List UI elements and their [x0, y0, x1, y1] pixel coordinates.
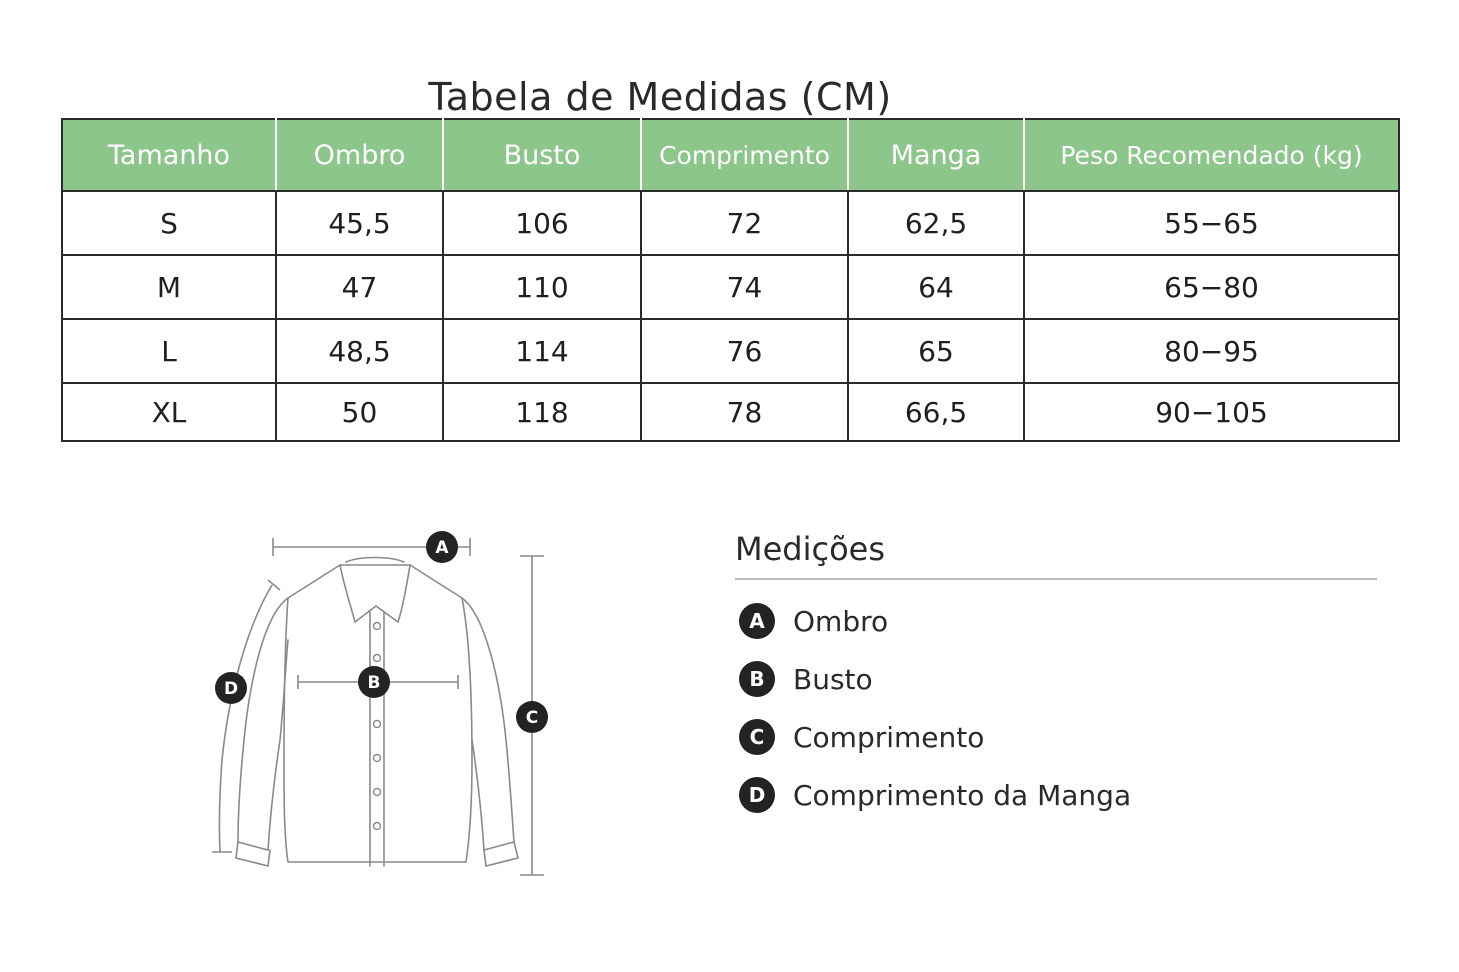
legend-label: Busto: [793, 662, 873, 696]
table-cell: 78: [641, 383, 848, 441]
column-header-weight: Peso Recomendado (kg): [1024, 119, 1399, 191]
measurement-badge-c: [516, 701, 548, 733]
table-cell: 62,5: [848, 191, 1024, 255]
badge-d: D: [739, 777, 775, 813]
svg-text:D: D: [223, 679, 239, 699]
table-cell: M: [62, 255, 276, 319]
table-cell: 114: [443, 319, 641, 383]
table-cell: 66,5: [848, 383, 1024, 441]
table-cell: 47: [276, 255, 443, 319]
legend-item-shoulder: [735, 602, 1377, 640]
table-cell: XL: [62, 383, 276, 441]
table-cell: 74: [641, 255, 848, 319]
shirt-measurement-diagram: [190, 520, 570, 900]
table-cell: 118: [443, 383, 641, 441]
legend-item-bust: [735, 660, 1377, 698]
svg-text:C: C: [525, 708, 539, 728]
measurement-badge-d: [215, 672, 247, 704]
table-cell: 65−80: [1024, 255, 1399, 319]
table-row: [62, 383, 1399, 441]
legend-title: Medições: [735, 530, 1377, 580]
column-header-size: Tamanho: [62, 119, 276, 191]
svg-text:A: A: [435, 538, 449, 558]
legend-item-length: [735, 718, 1377, 756]
legend-label: Comprimento: [793, 720, 985, 754]
table-cell: L: [62, 319, 276, 383]
table-row: [62, 191, 1399, 255]
measurement-badge-b: [358, 666, 390, 698]
table-row: [62, 255, 1399, 319]
badge-c: C: [739, 719, 775, 755]
column-header-sleeve: Manga: [848, 119, 1024, 191]
legend-label: Ombro: [793, 604, 889, 638]
measurement-legend: [735, 530, 1377, 834]
shirt-buttons: [374, 623, 381, 830]
column-header-length: Comprimento: [641, 119, 848, 191]
table-cell: 55−65: [1024, 191, 1399, 255]
table-cell: 76: [641, 319, 848, 383]
table-header-row: [62, 119, 1399, 191]
table-cell: S: [62, 191, 276, 255]
svg-text:B: B: [367, 673, 381, 693]
table-cell: 80−95: [1024, 319, 1399, 383]
badge-a: A: [739, 603, 775, 639]
column-header-shoulder: Ombro: [276, 119, 443, 191]
table-cell: 72: [641, 191, 848, 255]
size-table: [61, 118, 1400, 442]
table-row: [62, 319, 1399, 383]
legend-list: [735, 602, 1377, 814]
badge-b: B: [739, 661, 775, 697]
table-cell: 64: [848, 255, 1024, 319]
shirt-outline: [236, 558, 518, 867]
legend-item-sleeve-length: [735, 776, 1377, 814]
table-cell: 45,5: [276, 191, 443, 255]
measurement-badge-a: [426, 531, 458, 563]
table-cell: 90−105: [1024, 383, 1399, 441]
table-cell: 50: [276, 383, 443, 441]
table-cell: 106: [443, 191, 641, 255]
column-header-bust: Busto: [443, 119, 641, 191]
page-title: Tabela de Medidas (CM): [428, 75, 892, 120]
table-cell: 65: [848, 319, 1024, 383]
legend-label: Comprimento da Manga: [793, 778, 1132, 812]
table-cell: 110: [443, 255, 641, 319]
table-cell: 48,5: [276, 319, 443, 383]
measurement-lines: [212, 538, 544, 875]
